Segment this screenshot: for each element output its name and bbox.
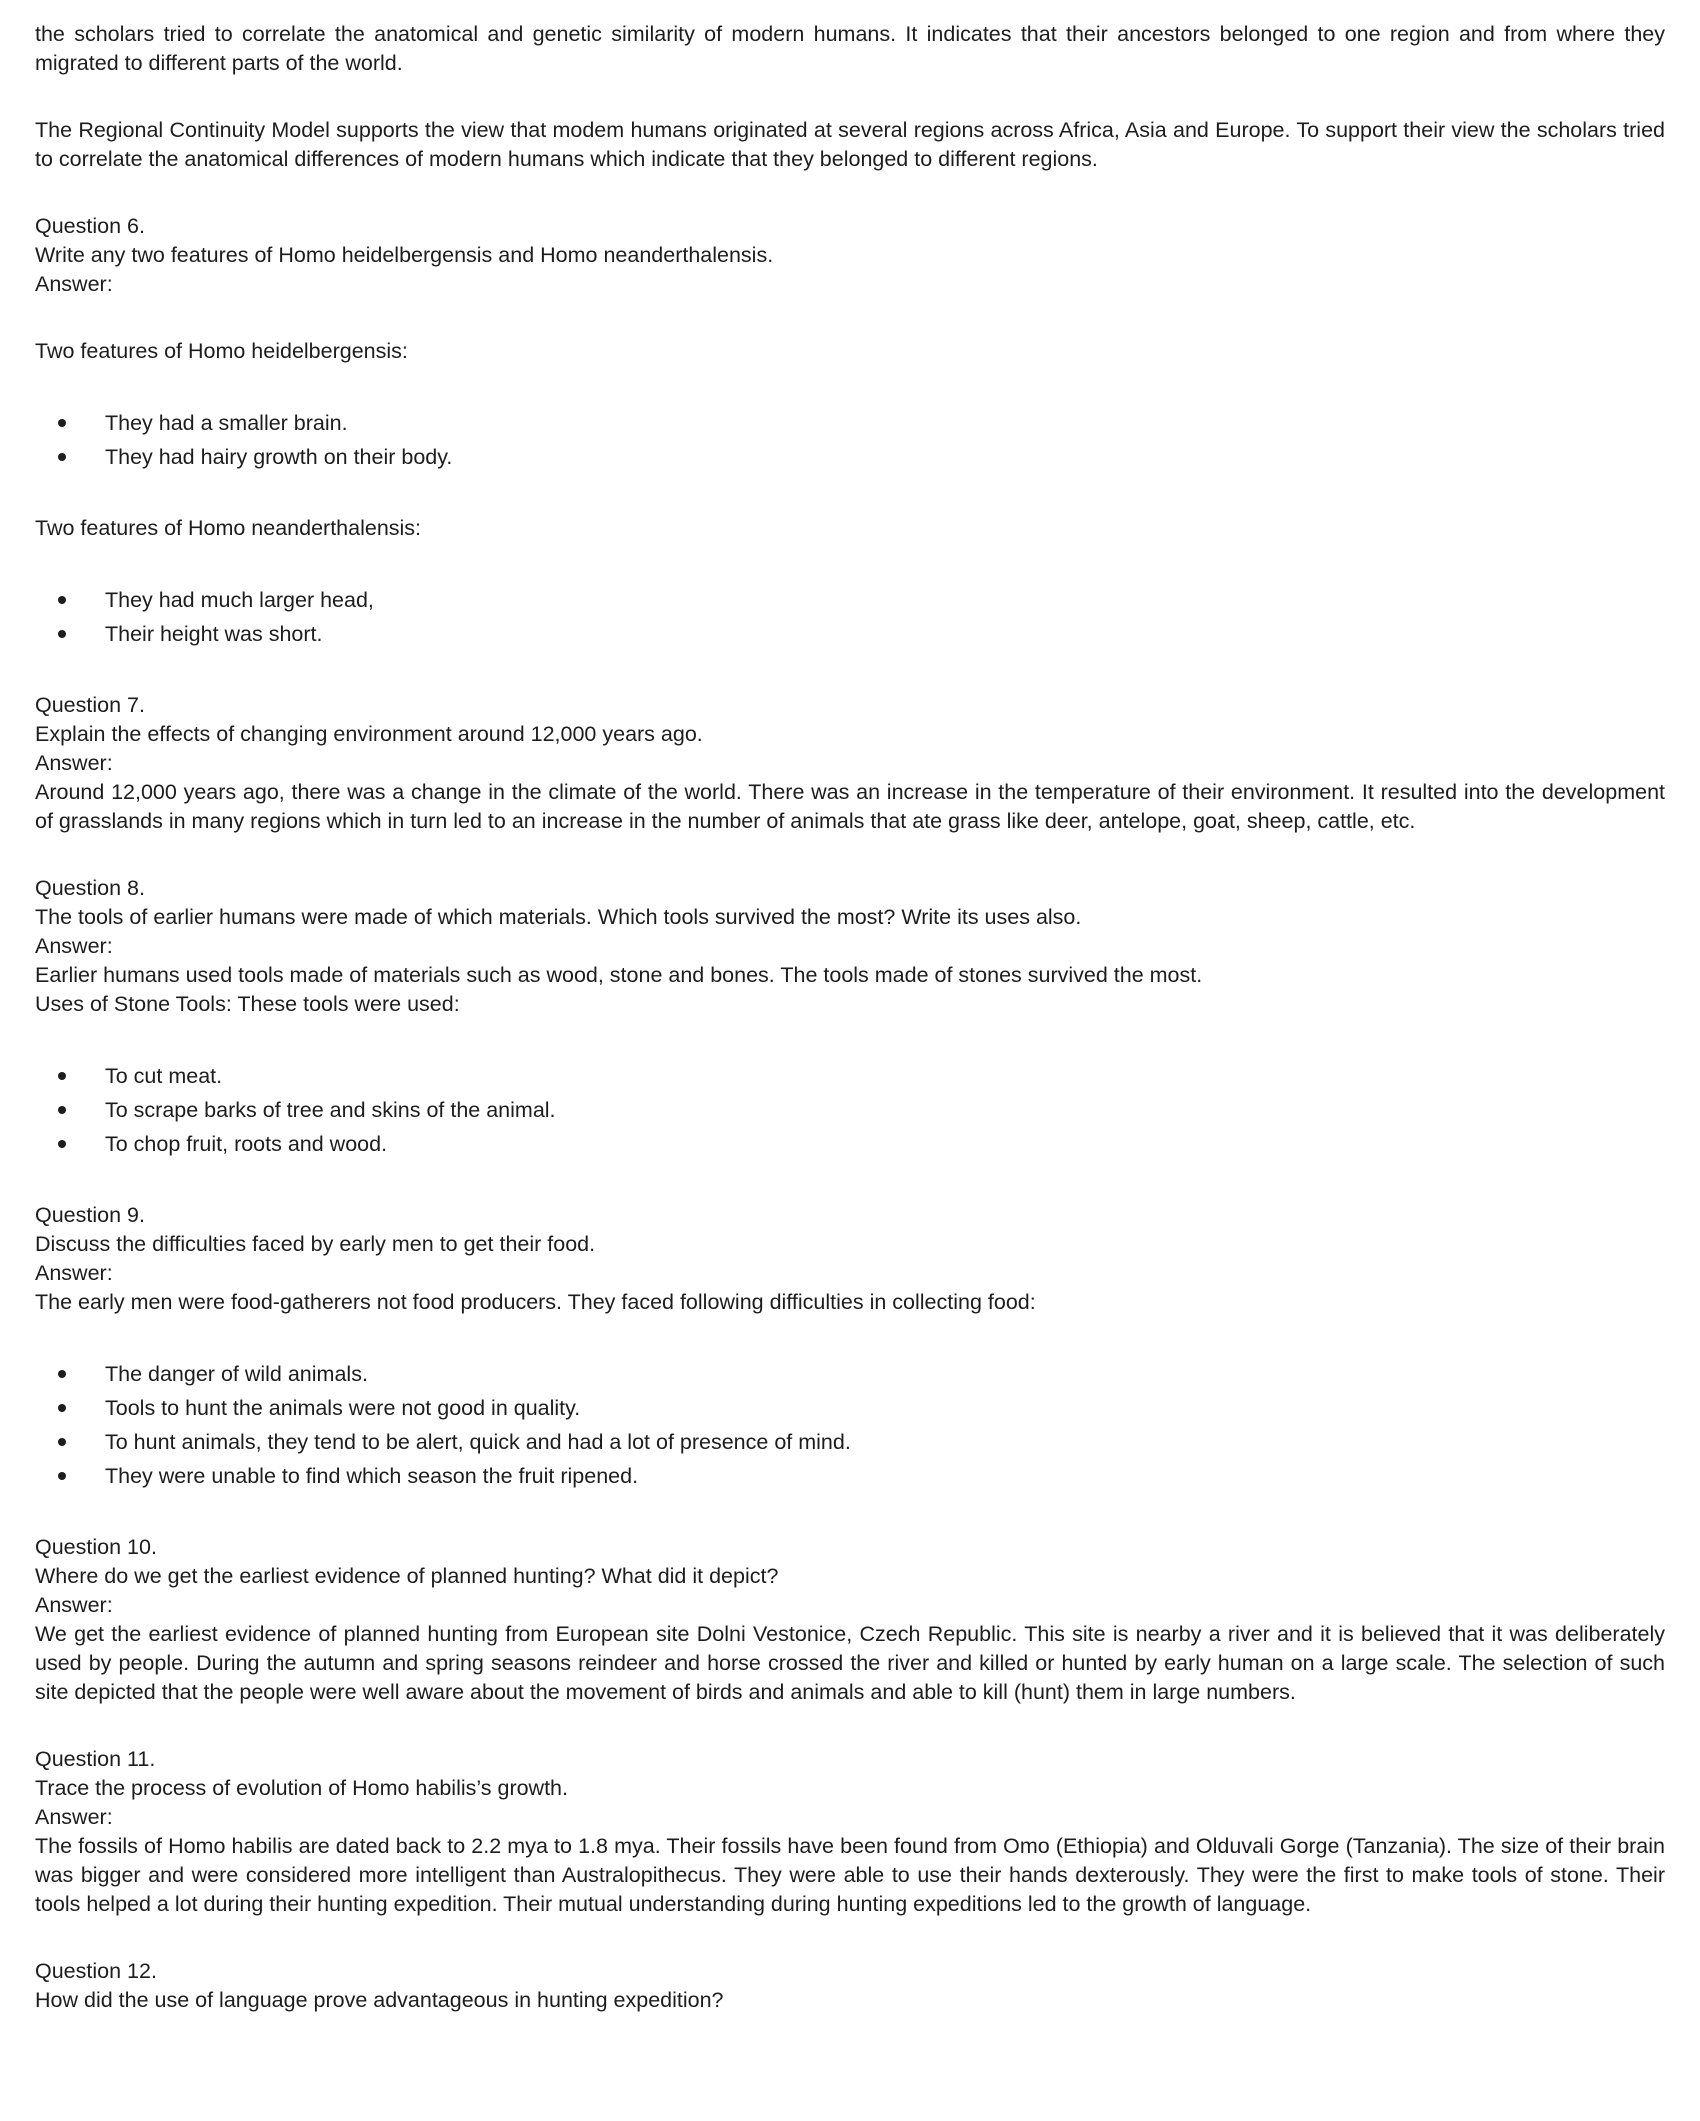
bullet-icon (58, 1370, 66, 1378)
answer-text: The early men were food-gatherers not food producers. They faced following difficulties in collecting food: (35, 1290, 1036, 1314)
bullet-item (35, 1391, 1665, 1425)
bullet-list (35, 1059, 1665, 1161)
question-block (35, 1201, 1665, 1493)
answer-label: Answer: (35, 1593, 113, 1617)
bullet-text: Tools to hunt the animals were not good in quality. (105, 1396, 581, 1420)
bullet-item (35, 440, 1665, 474)
answer-text: We get the earliest evidence of planned hunting from European site Dolni Vestonice, Czech Republic. This site is nearby a river and it is believed that it was deliberately used by people. During the autumn and spring seasons reindeer and horse crossed the river and killed or hunted by early human on a large scale. The selection of such site depicted that the people were well aware about the movement of birds and animals and able to kill (hunt) them in large numbers. (35, 1622, 1665, 1704)
bullet-text: The danger of wild animals. (105, 1362, 368, 1386)
question-text: Discuss the difficulties faced by early men to get their food. (35, 1232, 596, 1256)
bullet-item (35, 1425, 1665, 1459)
bullet-icon (58, 453, 66, 461)
answer-label: Answer: (35, 751, 113, 775)
question-block (35, 1957, 1665, 2015)
answer-label: Answer: (35, 934, 113, 958)
answer-label: Answer: (35, 272, 113, 296)
bullet-text: To scrape barks of tree and skins of the animal. (105, 1098, 556, 1122)
question-block (35, 874, 1665, 1161)
bullet-text: To hunt animals, they tend to be alert, quick and had a lot of presence of mind. (105, 1430, 851, 1454)
bullet-item (35, 583, 1665, 617)
bullet-list (35, 583, 1665, 651)
bullet-icon (58, 1438, 66, 1446)
bullet-item (35, 406, 1665, 440)
question-label: Question 6. (35, 214, 145, 238)
question-text: Explain the effects of changing environment around 12,000 years ago. (35, 722, 703, 746)
question-text: How did the use of language prove advantageous in hunting expedition? (35, 1988, 724, 2012)
bullet-item (35, 1357, 1665, 1391)
bullet-text: They were unable to find which season the fruit ripened. (105, 1464, 639, 1488)
bullet-icon (58, 1472, 66, 1480)
question-text: Write any two features of Homo heidelbergensis and Homo neanderthalensis. (35, 243, 774, 267)
answer-text: Uses of Stone Tools: These tools were used: (35, 992, 460, 1016)
question-block (35, 1745, 1665, 1919)
bullet-icon (58, 419, 66, 427)
question-label: Question 10. (35, 1535, 157, 1559)
question-block (35, 1533, 1665, 1707)
question-label: Question 7. (35, 693, 145, 717)
question-label: Question 12. (35, 1959, 157, 1983)
bullet-text: They had hairy growth on their body. (105, 445, 453, 469)
question-label: Question 11. (35, 1747, 156, 1771)
bullet-text: They had a smaller brain. (105, 411, 348, 435)
question-text: Trace the process of evolution of Homo habilis’s growth. (35, 1776, 568, 1800)
answer-text: Earlier humans used tools made of materials such as wood, stone and bones. The tools made of stones survived the most. (35, 963, 1203, 987)
answer-label: Answer: (35, 1805, 113, 1829)
bullet-icon (58, 1072, 66, 1080)
bullet-item (35, 1127, 1665, 1161)
bullet-text: To chop fruit, roots and wood. (105, 1132, 388, 1156)
bullet-text: To cut meat. (105, 1064, 223, 1088)
bullet-text: They had much larger head, (105, 588, 374, 612)
question-label: Question 9. (35, 1203, 145, 1227)
bullet-icon (58, 1404, 66, 1412)
bullet-item (35, 1093, 1665, 1127)
bullet-text: Their height was short. (105, 622, 323, 646)
bullet-icon (58, 596, 66, 604)
bullet-item (35, 617, 1665, 651)
question-text: The tools of earlier humans were made of which materials. Which tools survived the most? Write its uses also. (35, 905, 1082, 929)
bullet-icon (58, 630, 66, 638)
answer-text: Around 12,000 years ago, there was a change in the climate of the world. There was an increase in the temperature of their environment. It resulted into the development of grasslands in many regions which in turn led to an increase in the number of animals that ate grass like deer, antelope, goat, sheep, cattle, etc. (35, 780, 1665, 833)
answer-label: Answer: (35, 1261, 113, 1285)
question-label: Question 8. (35, 876, 145, 900)
question-block (35, 212, 1665, 651)
answer-subheading: Two features of Homo neanderthalensis: (35, 516, 422, 540)
bullet-item (35, 1059, 1665, 1093)
intro-paragraph: the scholars tried to correlate the anatomical and genetic similarity of modern humans. It indicates that their ancestors belonged to one region and from where they migrated to different parts of the world. (35, 22, 1665, 75)
answer-subheading: Two features of Homo heidelbergensis: (35, 339, 408, 363)
bullet-list (35, 1357, 1665, 1493)
question-text: Where do we get the earliest evidence of planned hunting? What did it depict? (35, 1564, 779, 1588)
bullet-icon (58, 1140, 66, 1148)
question-block (35, 691, 1665, 836)
bullet-item (35, 1459, 1665, 1493)
answer-text: The fossils of Homo habilis are dated back to 2.2 mya to 1.8 mya. Their fossils have been found from Omo (Ethiopia) and Olduvali Gorge (Tanzania). The size of their brain was bigger and were considered more intelligent than Australopithecus. They were able to use their hands dexterously. They were the first to make tools of stone. Their tools helped a lot during their hunting expedition. Their mutual understanding during hunting expeditions led to the growth of language. (35, 1834, 1665, 1916)
intro-paragraph: The Regional Continuity Model supports the view that modem humans originated at several regions across Africa, Asia and Europe. To support their view the scholars tried to correlate the anatomical differences of modern humans which indicate that they belonged to different regions. (35, 118, 1665, 171)
bullet-icon (58, 1106, 66, 1114)
bullet-list (35, 406, 1665, 474)
